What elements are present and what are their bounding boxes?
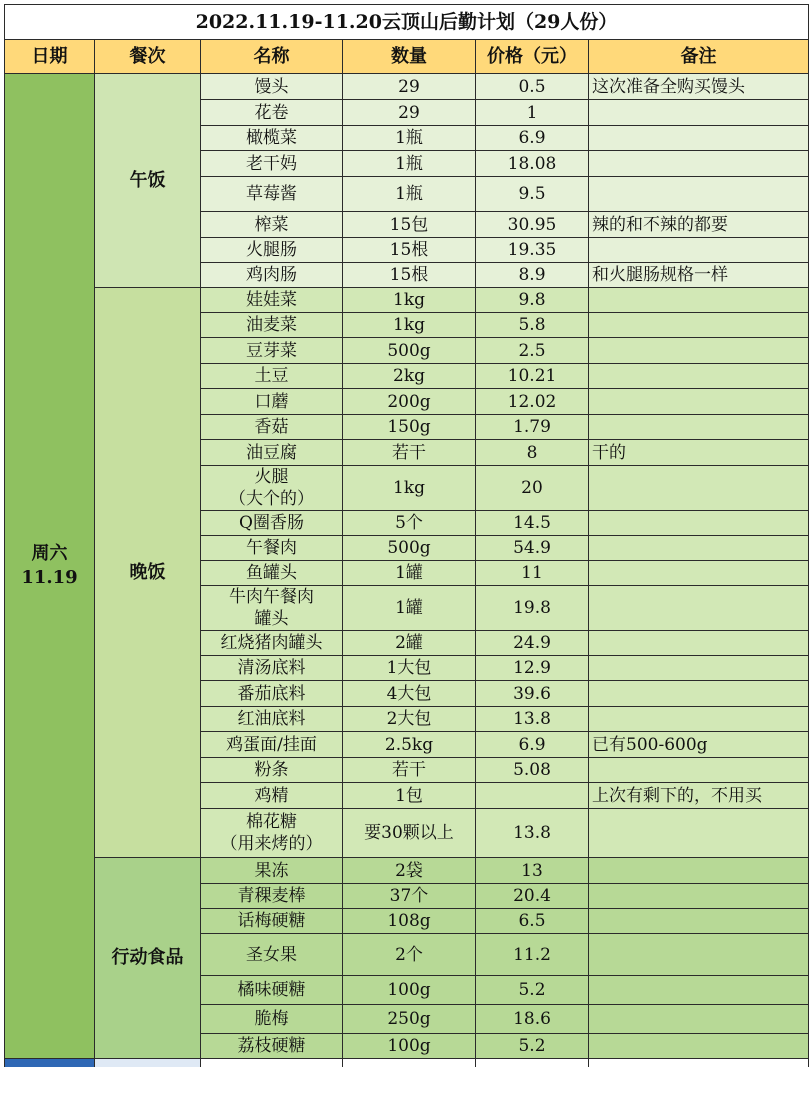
date-cell: 周六 11.19	[5, 74, 95, 1059]
item-name: 棉花糖 （用来烤的）	[201, 809, 343, 858]
item-note	[589, 681, 809, 707]
item-note	[589, 934, 809, 976]
item-price: 1	[476, 100, 589, 126]
item-price: 5.8	[476, 313, 589, 338]
item-name: 香菇	[201, 415, 343, 440]
item-note	[589, 536, 809, 561]
item-name: 鸡精	[201, 783, 343, 809]
item-qty: 500g	[343, 338, 476, 364]
item-name: 油豆腐	[201, 440, 343, 466]
table-row	[5, 1059, 809, 1068]
item-qty: 2kg	[343, 364, 476, 389]
item-qty: 1罐	[343, 586, 476, 631]
item-qty: 100g	[343, 976, 476, 1005]
item-name: 清汤底料	[201, 656, 343, 681]
item-name: 鸡蛋面/挂面	[201, 732, 343, 758]
item-price: 12.9	[476, 656, 589, 681]
title-row	[5, 5, 809, 40]
cut-off-cell	[476, 1059, 589, 1068]
item-qty: 4大包	[343, 681, 476, 707]
item-price: 5.2	[476, 1034, 589, 1059]
item-price: 11.2	[476, 934, 589, 976]
item-qty: 1瓶	[343, 126, 476, 151]
item-qty: 2个	[343, 934, 476, 976]
item-note	[589, 976, 809, 1005]
cut-off-cell	[589, 1059, 809, 1068]
item-qty: 2罐	[343, 631, 476, 656]
item-note	[589, 100, 809, 126]
item-note	[589, 656, 809, 681]
item-price: 10.21	[476, 364, 589, 389]
item-qty: 1kg	[343, 466, 476, 511]
item-qty: 5个	[343, 511, 476, 536]
item-qty: 要30颗以上	[343, 809, 476, 858]
item-price: 6.9	[476, 126, 589, 151]
item-qty: 1kg	[343, 313, 476, 338]
item-price: 5.08	[476, 758, 589, 783]
item-name: 圣女果	[201, 934, 343, 976]
item-price	[476, 783, 589, 809]
header-row	[5, 40, 809, 74]
item-qty: 1罐	[343, 561, 476, 586]
cut-off-cell	[201, 1059, 343, 1068]
item-price: 13.8	[476, 809, 589, 858]
item-name: 橄榄菜	[201, 126, 343, 151]
item-name: 红油底料	[201, 707, 343, 732]
item-qty: 29	[343, 100, 476, 126]
meal-cell-snack: 行动食品	[95, 858, 201, 1059]
meal-cell-dinner: 晚饭	[95, 288, 201, 858]
item-price: 19.8	[476, 586, 589, 631]
item-price: 1.79	[476, 415, 589, 440]
item-note	[589, 511, 809, 536]
item-note	[589, 809, 809, 858]
item-price: 54.9	[476, 536, 589, 561]
cut-off-cell	[5, 1059, 95, 1068]
item-price: 18.6	[476, 1005, 589, 1034]
item-qty: 若干	[343, 440, 476, 466]
item-note: 干的	[589, 440, 809, 466]
item-qty: 250g	[343, 1005, 476, 1034]
item-qty: 500g	[343, 536, 476, 561]
item-qty: 15根	[343, 238, 476, 263]
item-name: 火腿 （大个的）	[201, 466, 343, 511]
item-note	[589, 586, 809, 631]
item-price: 20.4	[476, 884, 589, 909]
item-qty: 若干	[343, 758, 476, 783]
item-name: 花卷	[201, 100, 343, 126]
item-qty: 29	[343, 74, 476, 100]
item-price: 8	[476, 440, 589, 466]
item-name: 粉条	[201, 758, 343, 783]
item-qty: 1瓶	[343, 177, 476, 212]
header-note: 备注	[589, 40, 809, 74]
item-note	[589, 338, 809, 364]
item-name: 午餐肉	[201, 536, 343, 561]
item-note	[589, 858, 809, 884]
item-note: 已有500-600g	[589, 732, 809, 758]
item-note: 辣的和不辣的都要	[589, 212, 809, 238]
table-row	[5, 858, 809, 884]
item-name: 火腿肠	[201, 238, 343, 263]
item-name: 鱼罐头	[201, 561, 343, 586]
item-name: 牛肉午餐肉 罐头	[201, 586, 343, 631]
item-price: 39.6	[476, 681, 589, 707]
item-qty: 1瓶	[343, 151, 476, 177]
item-name: 鸡肉肠	[201, 263, 343, 288]
item-note	[589, 364, 809, 389]
item-qty: 2.5kg	[343, 732, 476, 758]
item-qty: 2袋	[343, 858, 476, 884]
item-note	[589, 238, 809, 263]
item-note	[589, 909, 809, 934]
item-note: 和火腿肠规格一样	[589, 263, 809, 288]
item-name: 娃娃菜	[201, 288, 343, 313]
cut-off-cell	[95, 1059, 201, 1068]
item-price: 12.02	[476, 389, 589, 415]
item-qty: 200g	[343, 389, 476, 415]
item-name: 红烧猪肉罐头	[201, 631, 343, 656]
item-note	[589, 1034, 809, 1059]
header-meal: 餐次	[95, 40, 201, 74]
item-qty: 1kg	[343, 288, 476, 313]
item-note	[589, 288, 809, 313]
item-name: 土豆	[201, 364, 343, 389]
item-price: 8.9	[476, 263, 589, 288]
item-qty: 1包	[343, 783, 476, 809]
item-price: 9.5	[476, 177, 589, 212]
item-price: 13.8	[476, 707, 589, 732]
item-note	[589, 151, 809, 177]
meal-cell-lunch: 午饭	[95, 74, 201, 288]
item-price: 13	[476, 858, 589, 884]
header-price: 价格（元）	[476, 40, 589, 74]
item-qty: 100g	[343, 1034, 476, 1059]
header-date: 日期	[5, 40, 95, 74]
item-name: 脆梅	[201, 1005, 343, 1034]
item-name: 豆芽菜	[201, 338, 343, 364]
item-qty: 37个	[343, 884, 476, 909]
item-note: 上次有剩下的，不用买	[589, 783, 809, 809]
item-price: 30.95	[476, 212, 589, 238]
item-name: 老干妈	[201, 151, 343, 177]
item-qty: 15根	[343, 263, 476, 288]
table-row	[5, 288, 809, 313]
sheet-title: 2022.11.19-11.20云顶山后勤计划（29人份）	[5, 5, 809, 40]
item-note	[589, 313, 809, 338]
item-price: 20	[476, 466, 589, 511]
item-name: 榨菜	[201, 212, 343, 238]
item-price: 2.5	[476, 338, 589, 364]
item-price: 9.8	[476, 288, 589, 313]
item-qty: 2大包	[343, 707, 476, 732]
item-name: Q圈香肠	[201, 511, 343, 536]
item-qty: 1大包	[343, 656, 476, 681]
item-note	[589, 466, 809, 511]
item-name: 口蘑	[201, 389, 343, 415]
item-name: 油麦菜	[201, 313, 343, 338]
item-note	[589, 561, 809, 586]
item-price: 6.5	[476, 909, 589, 934]
item-note	[589, 126, 809, 151]
header-name: 名称	[201, 40, 343, 74]
logistics-table	[4, 4, 809, 1067]
item-note	[589, 1005, 809, 1034]
item-price: 5.2	[476, 976, 589, 1005]
item-note	[589, 415, 809, 440]
item-price: 14.5	[476, 511, 589, 536]
item-name: 番茄底料	[201, 681, 343, 707]
item-note	[589, 884, 809, 909]
item-qty: 15包	[343, 212, 476, 238]
item-price: 19.35	[476, 238, 589, 263]
table-row	[5, 74, 809, 100]
item-note: 这次准备全购买馒头	[589, 74, 809, 100]
item-note	[589, 389, 809, 415]
item-name: 果冻	[201, 858, 343, 884]
item-name: 草莓酱	[201, 177, 343, 212]
cut-off-cell	[343, 1059, 476, 1068]
item-note	[589, 631, 809, 656]
item-note	[589, 177, 809, 212]
item-price: 18.08	[476, 151, 589, 177]
item-name: 荔枝硬糖	[201, 1034, 343, 1059]
item-note	[589, 707, 809, 732]
item-price: 24.9	[476, 631, 589, 656]
item-name: 青稞麦棒	[201, 884, 343, 909]
item-note	[589, 758, 809, 783]
header-qty: 数量	[343, 40, 476, 74]
item-price: 6.9	[476, 732, 589, 758]
item-qty: 108g	[343, 909, 476, 934]
item-name: 橘味硬糖	[201, 976, 343, 1005]
item-price: 11	[476, 561, 589, 586]
item-name: 话梅硬糖	[201, 909, 343, 934]
item-name: 馒头	[201, 74, 343, 100]
item-qty: 150g	[343, 415, 476, 440]
item-price: 0.5	[476, 74, 589, 100]
